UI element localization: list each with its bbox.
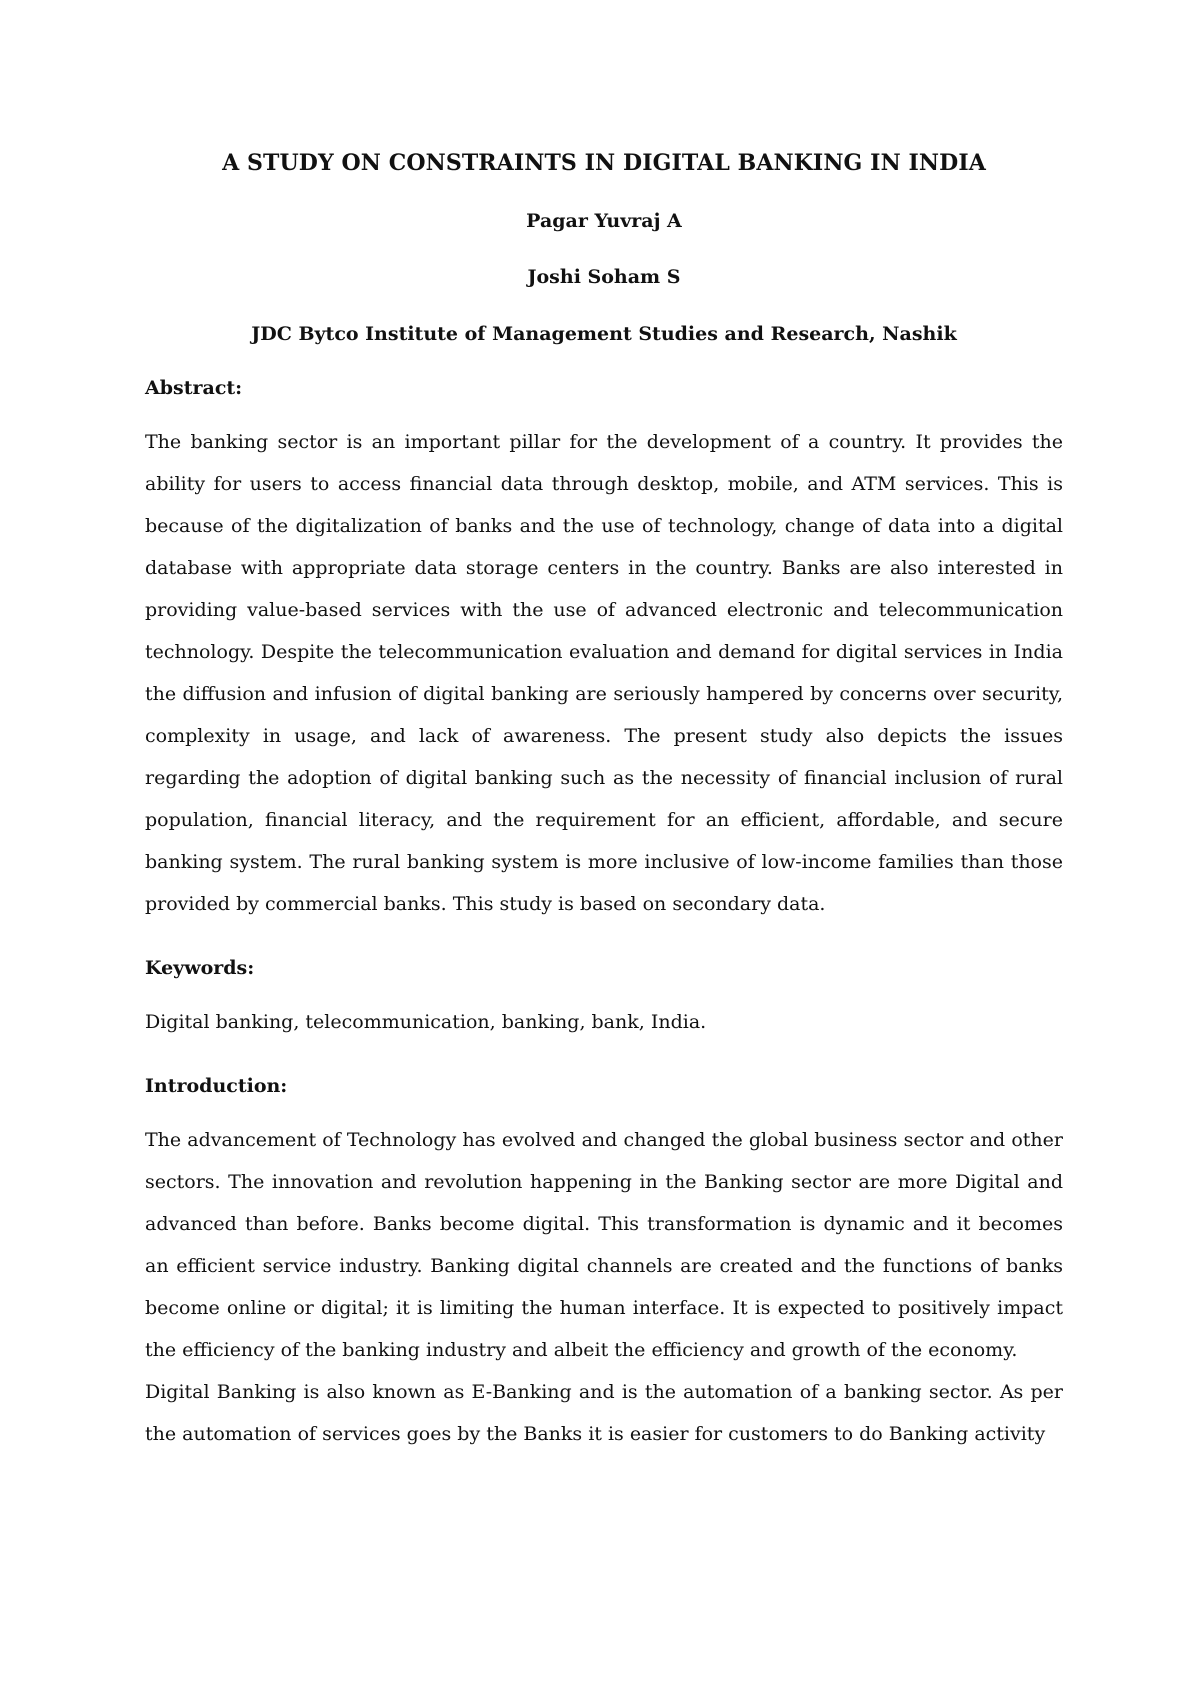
affiliation: JDC Bytco Institute of Management Studies and Research, Nashik (251, 323, 957, 345)
keywords-heading: Keywords: (145, 957, 255, 979)
author-2: Joshi Soham S (527, 266, 681, 288)
author-1: Pagar Yuvraj A (526, 210, 682, 232)
abstract-heading: Abstract: (145, 377, 243, 399)
introduction-paragraph-1: The advancement of Technology has evolved and changed the global business sector and other sectors. The innovation and revolution happening in the Banking sector are more Digital and advanced than before. Banks become digital. This transformation is dynamic and it becomes an efficient service industry. Banking digital channels are created and the functions of banks become online or digital; it is limiting the human interface. It is expected to positively impact the efficiency of the banking industry and albeit the efficiency and growth of the economy. (145, 1129, 1063, 1361)
introduction-paragraph-2: Digital Banking is also known as E-Banking and is the automation of a banking sector. As per the automation of services goes by the Banks it is easier for customers to do Banking activity (145, 1381, 1063, 1445)
keywords-text: Digital banking, telecommunication, banking, bank, India. (145, 1011, 707, 1033)
introduction-heading: Introduction: (145, 1075, 288, 1097)
page-content (145, 150, 1063, 1455)
paper-title: A STUDY ON CONSTRAINTS IN DIGITAL BANKING IN INDIA (222, 150, 986, 176)
abstract-text: The banking sector is an important pillar for the development of a country. It provides the ability for users to access financial data through desktop, mobile, and ATM services. This is because of the digitalization of banks and the use of technology, change of data into a digital database with appropriate data storage centers in the country. Banks are also interested in providing value-based services with the use of advanced electronic and telecommunication technology. Despite the telecommunication evaluation and demand for digital services in India the diffusion and infusion of digital banking are seriously hampered by concerns over security, complexity in usage, and lack of awareness. The present study also depicts the issues regarding the adoption of digital banking such as the necessity of financial inclusion of rural population, financial literacy, and the requirement for an efficient, affordable, and secure banking system. The rural banking system is more inclusive of low-income families than those provided by commercial banks. This study is based on secondary data. (145, 431, 1063, 915)
